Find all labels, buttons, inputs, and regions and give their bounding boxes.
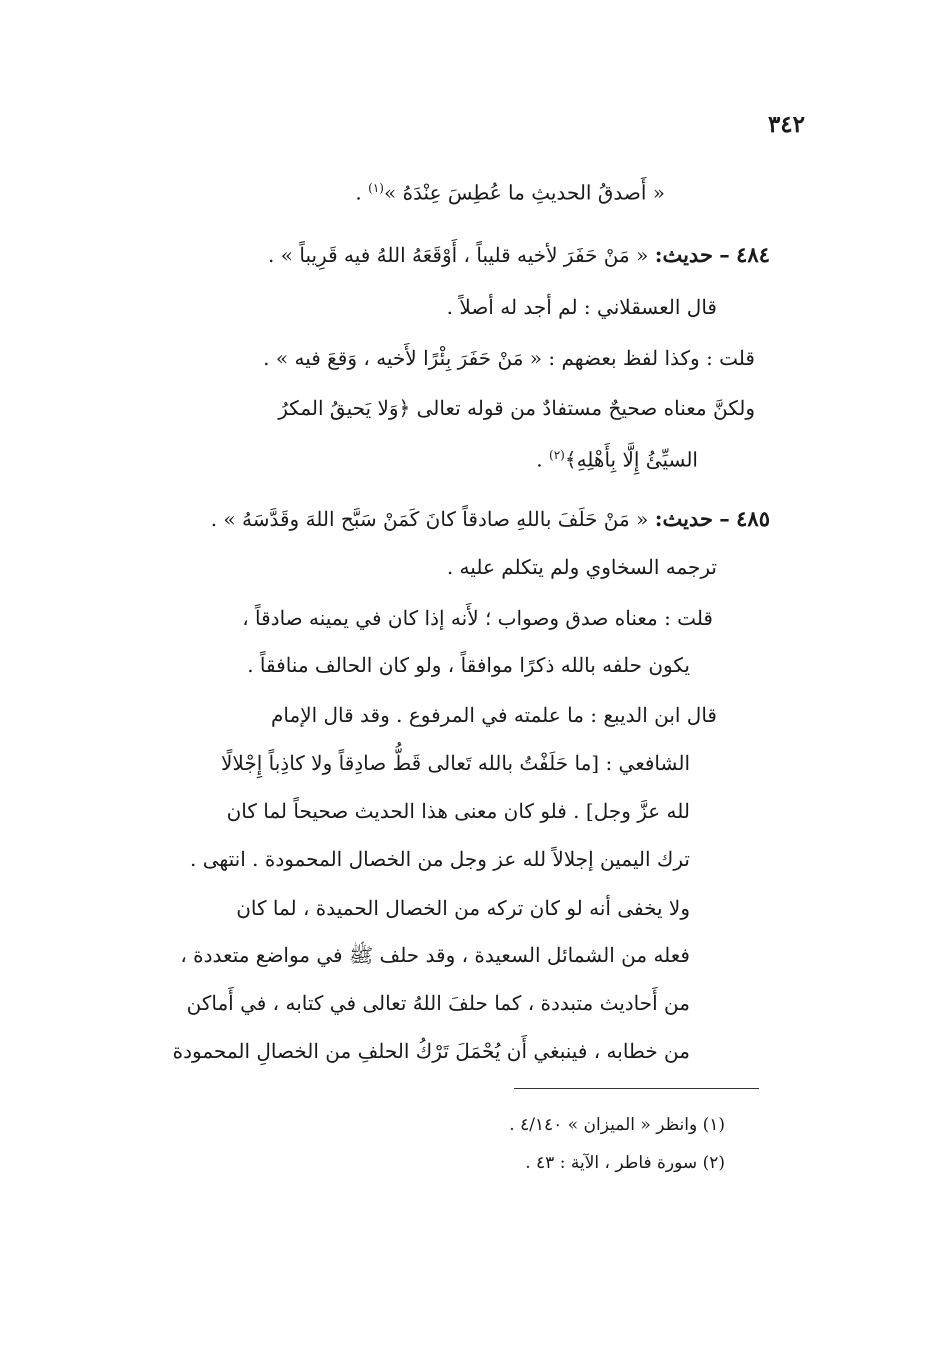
hadith-483-closing-line — [355, 173, 665, 208]
body-line: من أَحاديث متبددة ، كما حلفَ اللهُ تعالى في كتابه ، في أَماكن — [186, 991, 690, 1015]
hadith-number: ٤٨٤ — [736, 242, 770, 267]
footnote-marker-2: (٢) — [549, 448, 565, 462]
sentence-end: . — [536, 447, 543, 472]
footnote-1: (١) وانظر « الميزان » ٤/١٤٠ . — [509, 1115, 725, 1135]
hadith-text: « مَنْ حَلَفَ باللهِ صادقاً كانَ كَمَنْ سَبَّح اللهَ وقَدَّسَهُ » . — [210, 507, 649, 531]
sentence-end: . — [355, 180, 362, 205]
body-line-quran — [536, 440, 698, 475]
body-line: قال العسقلاني : لم أجد له أصلاً . — [446, 295, 717, 319]
closing-quote-text: « أَصدقُ الحديثِ ما عُطِسَ عِنْدَهُ » — [383, 180, 665, 205]
body-line: قلت : معناه صدق وصواب ؛ لأَنه إذا كان في يمينه صادقاً ، — [242, 606, 713, 630]
hadith-484-heading — [268, 240, 770, 270]
body-line: يكون حلفه بالله ذكرًا موافقاً ، ولو كان الحالف منافقاً . — [247, 653, 690, 677]
body-line: فعله من الشمائل السعيدة ، وقد حلف ﷺ في مواضع متعددة ، — [180, 943, 690, 967]
body-line: من خطابه ، فينبغي أَن يُحْمَلَ تَرْكُ الحلفِ من الخصالِ المحمودة — [172, 1039, 690, 1063]
hadith-text: « مَنْ حَفَرَ لأخيه قليباً ، أَوْقَعَهُ اللهُ فيه قَرِيباً » . — [268, 243, 649, 267]
hadith-485-heading — [211, 504, 770, 534]
body-line: ترك اليمين إجلالاً لله عز وجل من الخصال المحمودة . انتهى . — [190, 847, 690, 871]
quran-verse: السيِّئُ إِلَّا بِأَهْلِهِ﴾ — [564, 447, 698, 472]
body-line: الشافعي : [ما حَلَفْتُ بالله تَعالى قَطُّ صادِقاً ولا كاذِباً إِجْلالًا — [221, 751, 690, 775]
body-line: ترجمه السخاوي ولم يتكلم عليه . — [446, 555, 717, 579]
page-number: ٣٤٢ — [767, 111, 805, 138]
footnote-2: (٢) سورة فاطر ، الآية : ٤٣ . — [525, 1153, 725, 1173]
hadith-label: حديث: — [654, 506, 713, 531]
body-line: قال ابن الديبع : ما علمته في المرفوع . وقد قال الإمام — [271, 703, 717, 727]
body-line: ولكنَّ معناه صحيحٌ مستفادٌ من قوله تعالى ﴿وَلا يَحيقُ المكرُ — [278, 396, 755, 420]
hadith-dash: – — [719, 506, 730, 531]
body-line: ولا يخفى أنه لو كان تركه من الخصال الحميدة ، لما كان — [236, 896, 690, 920]
footnote-separator — [514, 1088, 759, 1089]
footnote-marker-1: (١) — [368, 181, 384, 195]
hadith-number: ٤٨٥ — [736, 506, 770, 531]
hadith-label: حديث: — [654, 242, 713, 267]
body-line: قلت : وكذا لفظ بعضهم : « مَنْ حَفَرَ بِئْرًا لأَخيه ، وَقعَ فيه » . — [263, 346, 755, 370]
body-line: لله عزَّ وجل] . فلو كان معنى هذا الحديث صحيحاً لما كان — [226, 799, 690, 823]
hadith-dash: – — [719, 242, 730, 267]
